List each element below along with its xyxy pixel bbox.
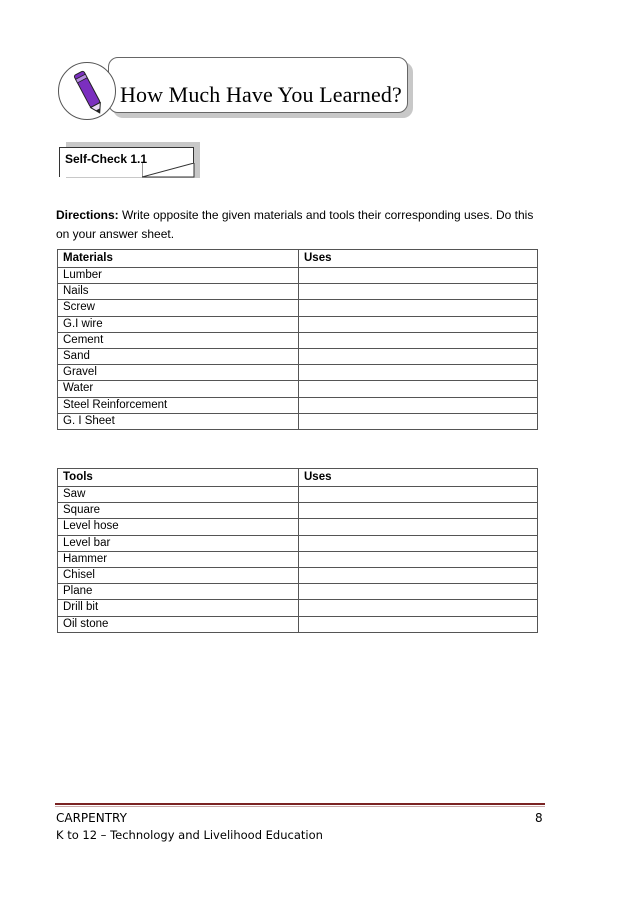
pen-icon [59,63,117,121]
table-header-row [58,250,538,268]
tool-cell: Square [58,503,299,519]
table-row [58,268,538,284]
tool-cell: Saw [58,487,299,503]
tool-cell: Oil stone [58,616,299,632]
table-header-row [58,469,538,487]
table-row [58,600,538,616]
uses-answer-cell [299,519,538,535]
material-cell: G. I Sheet [58,413,299,429]
uses-answer-cell [299,567,538,583]
uses-answer-cell [299,535,538,551]
uses-answer-cell [299,503,538,519]
table-row [58,584,538,600]
uses-answer-cell [299,268,538,284]
self-check-label: Self-Check 1.1 [65,152,148,166]
uses-answer-cell [299,332,538,348]
material-cell: Screw [58,300,299,316]
tool-cell: Drill bit [58,600,299,616]
uses-answer-cell [299,584,538,600]
uses-answer-cell [299,413,538,429]
column-header-uses: Uses [299,250,538,268]
material-cell: Gravel [58,365,299,381]
uses-answer-cell [299,551,538,567]
footer-rule [55,803,545,805]
material-cell: Sand [58,348,299,364]
directions-text: Write opposite the given materials and tools their corresponding uses. Do this on your answer sheet. [56,208,534,241]
uses-answer-cell [299,300,538,316]
material-cell: G.I wire [58,316,299,332]
material-cell: Water [58,381,299,397]
directions-paragraph [56,206,546,244]
pen-badge [58,62,116,120]
tool-cell: Level hose [58,519,299,535]
table-row [58,316,538,332]
column-header-materials: Materials [58,250,299,268]
footer-subject: CARPENTRY [56,811,127,825]
table-row [58,551,538,567]
tool-cell: Hammer [58,551,299,567]
table-row [58,616,538,632]
table-row [58,284,538,300]
table-row [58,365,538,381]
tool-cell: Plane [58,584,299,600]
column-header-tools: Tools [58,469,299,487]
table-row [58,332,538,348]
tool-cell: Level bar [58,535,299,551]
table-row [58,503,538,519]
page-number: 8 [535,811,543,825]
footer-course: K to 12 – Technology and Livelihood Education [56,828,323,842]
table-row [58,397,538,413]
tools-table [57,468,538,633]
uses-answer-cell [299,316,538,332]
page-title: How Much Have You Learned? [120,82,402,107]
table-row [58,519,538,535]
table-row [58,300,538,316]
material-cell: Cement [58,332,299,348]
table-row [58,567,538,583]
uses-answer-cell [299,487,538,503]
material-cell: Steel Reinforcement [58,397,299,413]
uses-answer-cell [299,348,538,364]
table-row [58,348,538,364]
table-row [58,413,538,429]
table-row [58,535,538,551]
table-row [58,487,538,503]
material-cell: Nails [58,284,299,300]
footer-rule-shadow [55,806,545,807]
uses-answer-cell [299,284,538,300]
table-row [58,381,538,397]
material-cell: Lumber [58,268,299,284]
column-header-uses: Uses [299,469,538,487]
uses-answer-cell [299,365,538,381]
uses-answer-cell [299,600,538,616]
uses-answer-cell [299,616,538,632]
page-fold-icon [142,163,202,181]
uses-answer-cell [299,381,538,397]
tool-cell: Chisel [58,567,299,583]
uses-answer-cell [299,397,538,413]
directions-label: Directions: [56,208,119,222]
materials-table [57,249,538,430]
